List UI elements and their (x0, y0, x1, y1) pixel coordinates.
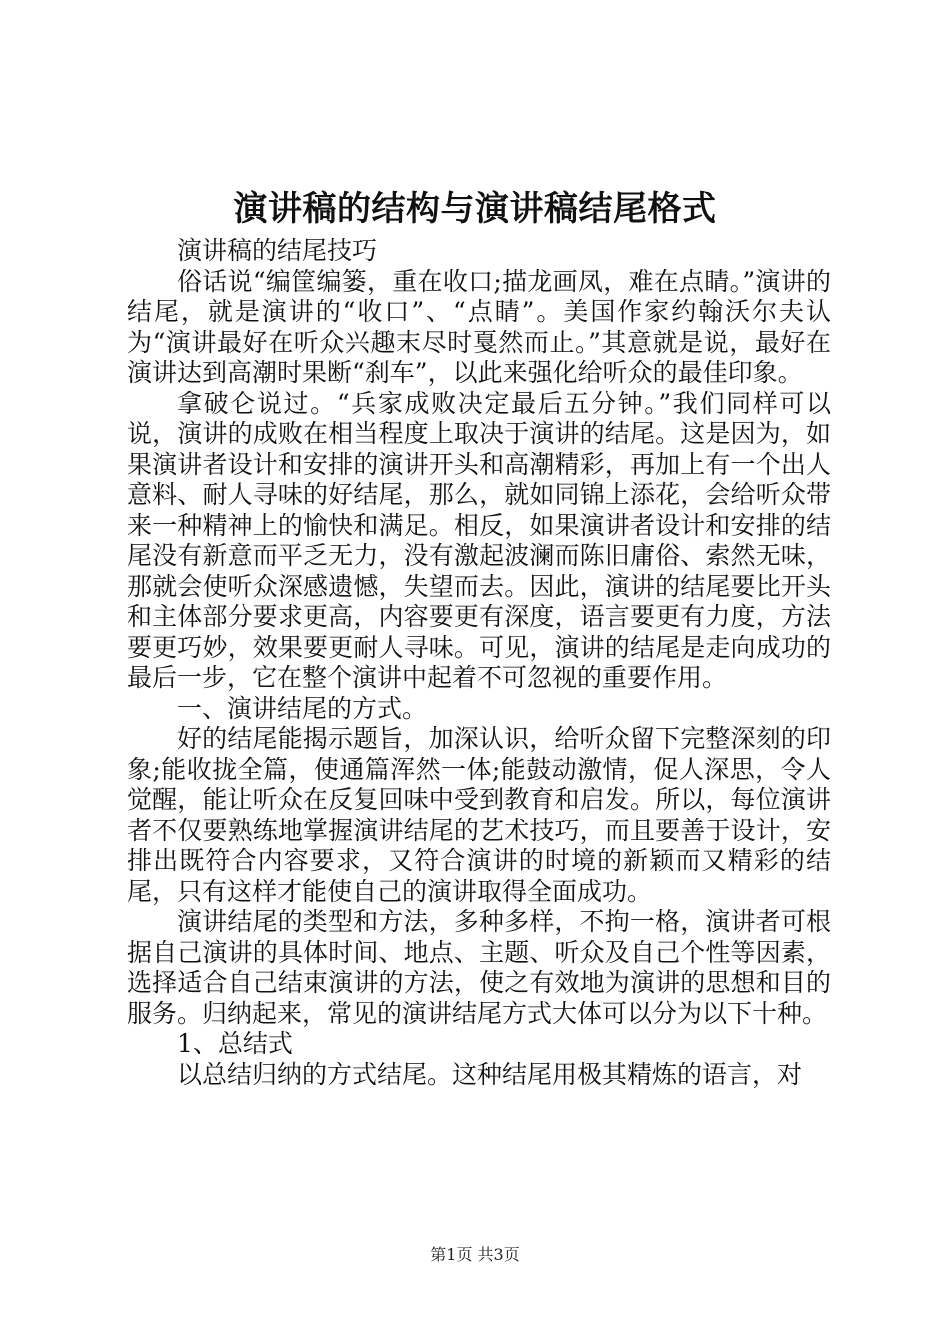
paragraph-subtitle: 演讲稿的结尾技巧 (177, 236, 378, 265)
document-title: 演讲稿的结构与演讲稿结尾格式 (233, 189, 717, 229)
paragraph: 演讲结尾的类型和方法，多种多样，不拘一格，演讲者可根据自己演讲的具体时间、地点、主题、听众及自己个性等因素，选择适合自己结束演讲的方法，使之有效地为演讲的思想和目的服务。归纳起来，常见的演讲结尾方式大体可以分为以下十种。 (127, 907, 831, 1028)
subsection-heading: 1、总结式 (177, 1029, 293, 1058)
paragraph: 俗话说“编筐编篓，重在收口;描龙画凤，难在点睛。”演讲的结尾，就是演讲的“收口”、“点睛”。美国作家约翰沃尔夫认为“演讲最好在听众兴趣末尽时戛然而止。”其意就是说，最好在演讲达到高潮时果断“刹车”，以此来强化给听众的最佳印象。 (127, 266, 831, 387)
document-body (127, 236, 831, 1090)
paragraph: 以总结归纳的方式结尾。这种结尾用极其精炼的语言，对 (177, 1059, 803, 1089)
section-heading: 一、演讲结尾的方式。 (177, 693, 428, 723)
page-footer: 第1页 共3页 (430, 1245, 520, 1264)
paragraph: 拿破仑说过。“兵家成败决定最后五分钟。”我们同样可以说，演讲的成败在相当程度上取决于演讲的结尾。这是因为，如果演讲者设计和安排的演讲开头和高潮精彩，再加上有一个出人意料、耐人寻味的好结尾，那么，就如同锦上添花，会给听众带来一种精神上的愉快和满足。相反，如果演讲者设计和安排的结尾没有新意而平乏无力，没有激起波澜而陈旧庸俗、索然无味，那就会使听众深感遗憾，失望而去。因此，演讲的结尾要比开头和主体部分要求更高，内容要更有深度，语言要更有力度，方法要更巧妙，效果要更耐人寻味。可见，演讲的结尾是走向成功的最后一步，它在整个演讲中起着不可忽视的重要作用。 (127, 388, 831, 692)
paragraph: 好的结尾能揭示题旨，加深认识，给听众留下完整深刻的印象;能收拢全篇，使通篇浑然一体;能鼓动激情，促人深思，令人觉醒，能让听众在反复回味中受到教育和启发。所以，每位演讲者不仅要熟练地掌握演讲结尾的艺术技巧，而且要善于设计，安排出既符合内容要求，又符合演讲的时境的新颖而又精彩的结尾，只有这样才能使自己的演讲取得全面成功。 (127, 724, 831, 906)
